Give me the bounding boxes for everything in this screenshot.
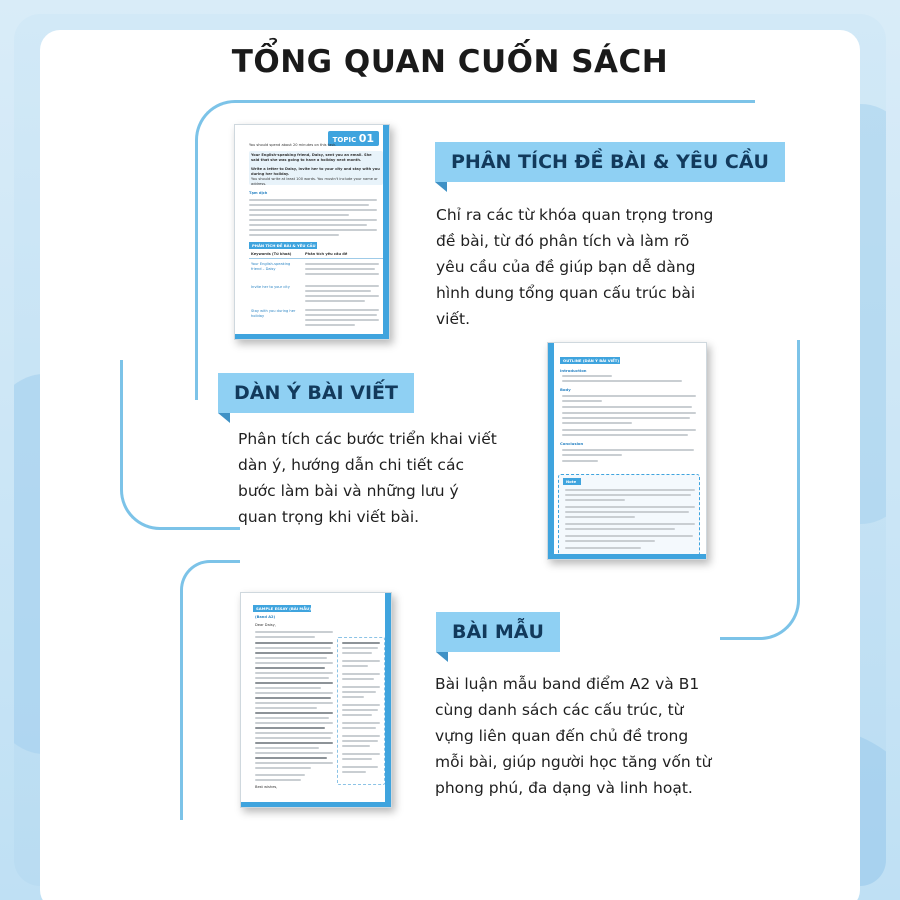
note-box (558, 474, 700, 556)
text-line (342, 652, 372, 654)
text-line (342, 704, 380, 706)
text-line (342, 647, 378, 649)
text-line (562, 422, 632, 424)
topic-number: 01 (358, 132, 374, 145)
text-line (255, 742, 333, 744)
text-line (255, 717, 329, 719)
text-line (255, 631, 333, 633)
prompt-box (249, 151, 383, 185)
text-line (305, 300, 365, 302)
text-line (342, 753, 380, 755)
text-line (255, 732, 333, 734)
section-heading-sample-essay (436, 612, 560, 652)
text-line (249, 234, 339, 236)
page-title: TỔNG QUAN CUỐN SÁCH (231, 44, 669, 80)
text-line (305, 273, 379, 275)
section-description-outline: Phân tích các bước triển khai viết dàn ý, hướng dẫn chi tiết các bước làm bài và những lưu ý quan trọng khi viết bài. (238, 430, 497, 526)
text-line (342, 709, 378, 711)
text-line (342, 771, 366, 773)
text-line (562, 454, 622, 456)
text-line (562, 395, 696, 397)
decor-line (720, 340, 800, 640)
text-line (562, 400, 602, 402)
text-line (255, 662, 333, 664)
heading-fold-shape (435, 182, 447, 192)
text-line (255, 722, 333, 724)
text-line (305, 290, 371, 292)
text-line (249, 199, 377, 201)
text-line (249, 209, 377, 211)
text-line (562, 429, 696, 431)
text-line (342, 642, 380, 644)
text-line (342, 678, 374, 680)
outline-body-label: Body (560, 387, 571, 392)
text-line (305, 319, 379, 321)
text-line (342, 673, 380, 675)
table-col-keywords: Keywords (Từ khoá) (251, 252, 292, 256)
text-line (255, 692, 333, 694)
text-line (562, 460, 598, 462)
text-line (342, 696, 364, 698)
table-row-keyword: Your English-speaking friend – Daisy (251, 262, 291, 271)
text-line (565, 511, 689, 513)
text-line (562, 375, 612, 377)
text-line (305, 309, 379, 311)
text-line (562, 449, 694, 451)
section-description-sample-essay: Bài luận mẫu band điểm A2 và B1 cùng danh sách các cấu trúc, từ vựng liên quan đến chủ đề trong mỗi bài, giúp người học tăng vốn từ phong phú, đa dạng và linh hoạt. (435, 675, 712, 797)
text-line (255, 779, 301, 781)
text-line (562, 434, 688, 436)
text-line (305, 295, 379, 297)
text-line (565, 523, 695, 525)
decor-line (180, 560, 240, 820)
text-line (342, 745, 370, 747)
text-line (255, 647, 331, 649)
text-line (255, 677, 329, 679)
text-line (565, 528, 675, 530)
heading-fold-shape (436, 652, 448, 662)
text-line (562, 412, 696, 414)
section-heading-text: DÀN Ý BÀI VIẾT (234, 382, 398, 404)
text-line (249, 214, 349, 216)
text-line (562, 380, 682, 382)
heading-fold-shape (218, 413, 230, 423)
text-line (249, 229, 377, 231)
text-line (342, 665, 368, 667)
text-line (255, 774, 305, 776)
preview-page-task-analysis (234, 124, 390, 340)
text-line (255, 657, 327, 659)
sample-title: SAMPLE ESSAY (BÀI MẪU) (253, 605, 311, 612)
text-line (305, 314, 377, 316)
translation-label: Tạm dịch (249, 191, 268, 195)
text-line (305, 324, 355, 326)
text-line (255, 702, 333, 704)
text-line (565, 547, 641, 549)
outline-conclusion-label: Conclusion (560, 441, 584, 446)
text-line (255, 682, 333, 684)
text-line (565, 494, 691, 496)
vocabulary-notes (337, 637, 385, 785)
text-line (342, 766, 378, 768)
text-line (342, 691, 376, 693)
text-line (255, 747, 319, 749)
section-heading-text: BÀI MẪU (452, 621, 544, 643)
table-col-analysis: Phân tích yêu cầu đề (305, 252, 348, 256)
text-line (255, 727, 325, 729)
page-footer-bar (235, 334, 389, 339)
text-line (342, 727, 376, 729)
letter-closing: Best wishes, (255, 785, 278, 789)
page-footer-bar (241, 802, 391, 807)
text-line (255, 697, 331, 699)
section-heading-outline (218, 373, 414, 413)
text-line (342, 758, 372, 760)
page-edge-bar (385, 593, 391, 807)
text-line (255, 737, 331, 739)
prompt-text: Your English-speaking friend, Daisy, sent you an email. She said that she was going to have a holiday next month. (251, 153, 372, 162)
text-line (565, 535, 693, 537)
outline-title: OUTLINE (DÀN Ý BÀI VIẾT) (560, 357, 620, 364)
text-line (565, 506, 695, 508)
text-line (255, 687, 321, 689)
text-line (255, 672, 333, 674)
preview-page-outline (547, 342, 707, 560)
text-line (249, 224, 367, 226)
text-line (255, 667, 325, 669)
section-description-task-analysis: Chỉ ra các từ khóa quan trọng trong đề bài, từ đó phân tích và làm rõ yêu cầu của đề giúp bạn dễ dàng hình dung tổng quan cấu trúc bài viết. (436, 206, 714, 328)
table-row-keyword: Stay with you during her holiday (251, 309, 296, 318)
page-edge-bar (383, 125, 389, 339)
text-line (249, 219, 377, 221)
text-line (342, 722, 380, 724)
text-line (255, 767, 311, 769)
prompt-instruction: Write a letter to Daisy, invite her to your city and stay with you during her holiday. (251, 167, 380, 176)
text-line (305, 285, 379, 287)
text-line (255, 752, 333, 754)
outline-intro-label: Introduction (560, 368, 587, 373)
section-heading-task-analysis (435, 142, 785, 182)
text-line (342, 735, 380, 737)
text-line (255, 762, 333, 764)
text-line (255, 757, 327, 759)
table-row-keyword: Invite her to your city (251, 285, 290, 289)
text-line (565, 540, 655, 542)
text-line (305, 263, 379, 265)
band-label: (Band A2) (255, 615, 276, 619)
text-line (562, 406, 692, 408)
page-footer-bar (548, 554, 706, 559)
text-line (255, 642, 333, 644)
text-line (342, 714, 372, 716)
text-line (255, 712, 333, 714)
table-title: PHÂN TÍCH ĐỀ BÀI & YÊU CẦU (249, 242, 317, 249)
text-line (562, 417, 690, 419)
text-line (249, 204, 369, 206)
page-edge-bar (548, 343, 554, 559)
preview-page-sample-essay (240, 592, 392, 808)
text-line (565, 489, 695, 491)
prompt-intro: You should spend about 20 minutes on this task. (249, 143, 337, 147)
text-line (565, 516, 635, 518)
text-line (565, 499, 625, 501)
note-label: Note (563, 478, 581, 485)
text-line (305, 268, 375, 270)
text-line (255, 652, 333, 654)
text-line (342, 686, 380, 688)
section-heading-text: PHÂN TÍCH ĐỀ BÀI & YÊU CẦU (451, 151, 769, 173)
prompt-limit: You should write at least 100 words. You mustn't include your name or address. (251, 177, 378, 186)
text-line (342, 660, 380, 662)
letter-greeting: Dear Daisy, (255, 623, 276, 627)
text-line (255, 636, 315, 638)
table-divider (249, 258, 383, 259)
text-line (342, 740, 378, 742)
topic-label: TOPIC (332, 136, 357, 144)
text-line (255, 707, 317, 709)
